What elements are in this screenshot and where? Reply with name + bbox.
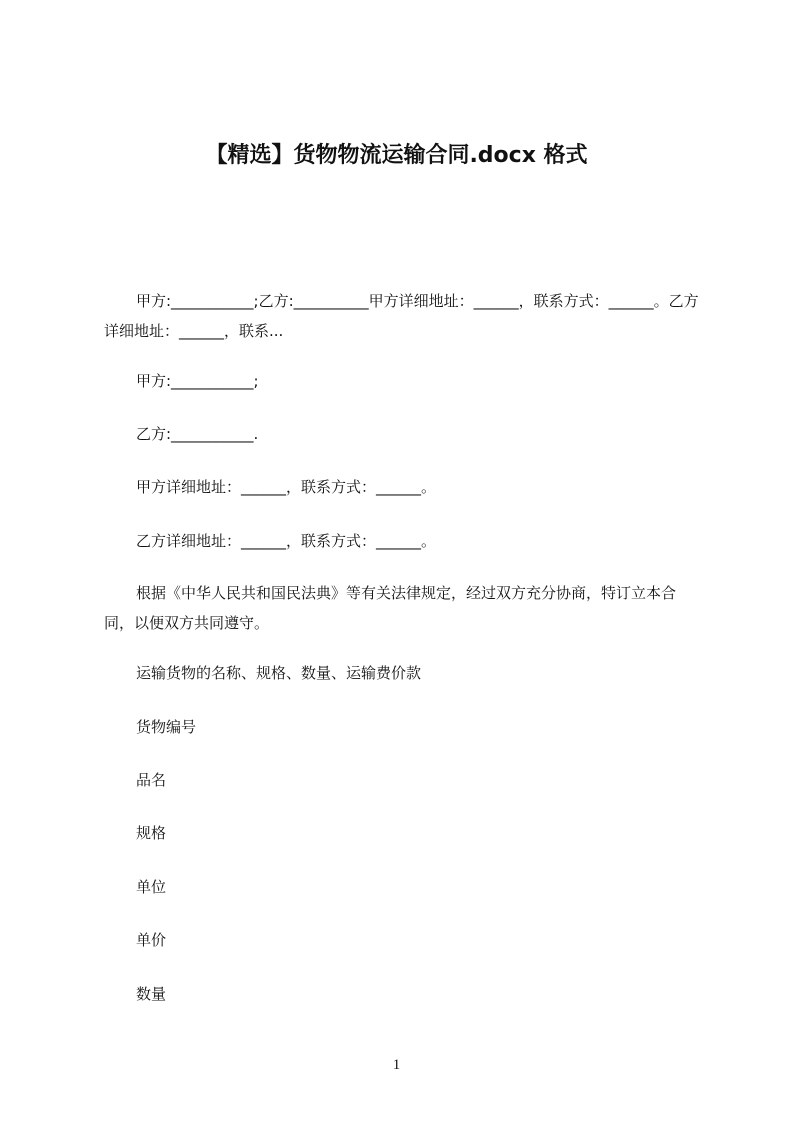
field-goods-number: 货物编号 bbox=[136, 718, 197, 736]
page-number: 1 bbox=[392, 1057, 401, 1073]
party-b-address-line: 乙方详细地址：______，联系方式：______。 bbox=[136, 532, 437, 550]
section-heading: 运输货物的名称、规格、数量、运输费价款 bbox=[136, 664, 422, 682]
field-unit: 单位 bbox=[136, 878, 167, 896]
summary-paragraph: 甲方:___________;乙方:__________甲方详细地址：______，联系方式：______。乙方详细地址：______，联系... bbox=[104, 292, 699, 340]
field-unit-price: 单价 bbox=[136, 931, 167, 949]
field-quantity: 数量 bbox=[136, 985, 167, 1003]
document-title: 【精选】货物物流运输合同.docx 格式 bbox=[205, 143, 588, 168]
field-specification: 规格 bbox=[136, 824, 167, 842]
party-a-line: 甲方:___________; bbox=[136, 372, 259, 390]
party-b-line: 乙方:___________. bbox=[136, 425, 259, 443]
legal-basis-paragraph: 根据《中华人民共和国民法典》等有关法律规定，经过双方充分协商，特订立本合同，以便双方共同遵守。 bbox=[104, 584, 677, 632]
party-a-address-line: 甲方详细地址：______，联系方式：______。 bbox=[136, 478, 437, 496]
field-product-name: 品名 bbox=[136, 771, 167, 789]
